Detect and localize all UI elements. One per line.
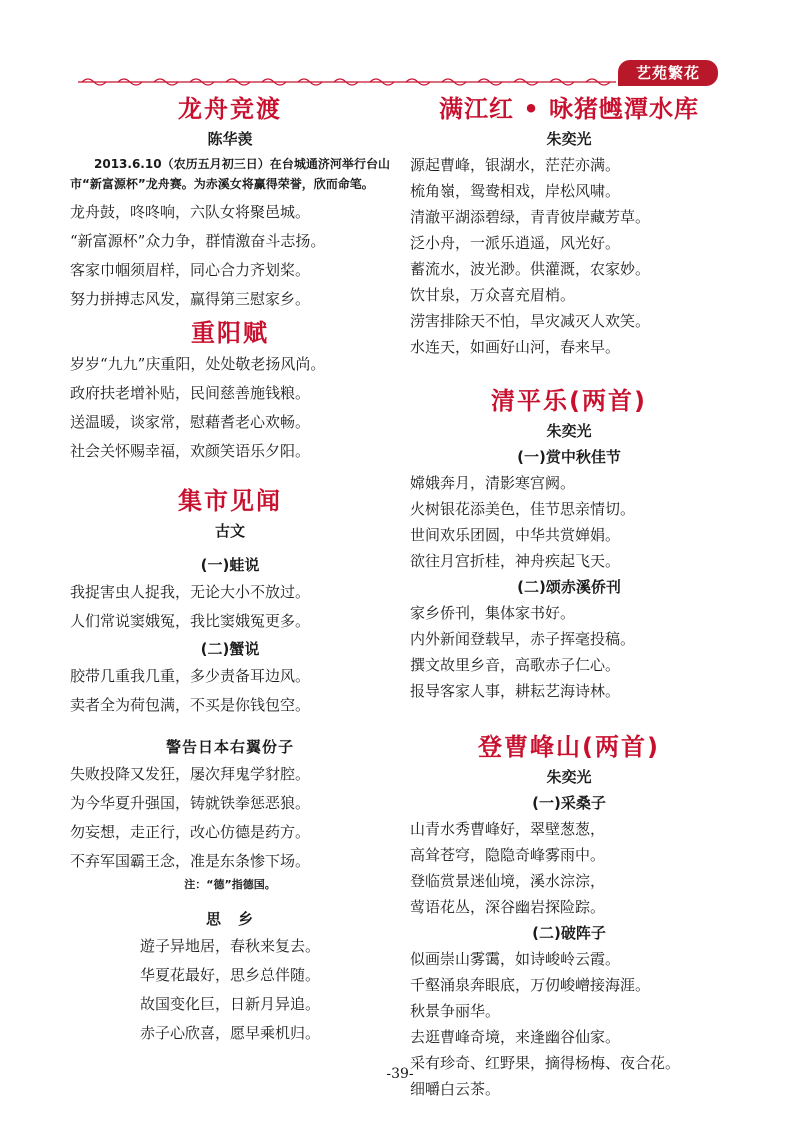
poem-lines [70,932,390,1048]
poem-line: 客家巾帼须眉样，同心合力齐划桨。 [70,261,311,279]
poem-subtitle: (一)蛙说 [200,556,260,574]
poem-line: 卖者全为荷包满，不买是你钱包空。 [70,696,311,714]
poem-line: 社会关怀赐幸福，欢颜笑语乐夕阳。 [70,442,311,460]
poem-title: 重阳赋 [191,319,269,347]
poem-line: 撰文故里乡音，高歌赤子仁心。 [410,656,621,674]
poem-manjianghong [410,92,728,360]
poem-line: 失败投降又发狂，屡次拜鬼学豺腔。 [70,765,311,783]
right-column [410,92,728,1102]
poem-line: 山青水秀曹峰好，翠壁葱葱， [410,820,606,838]
poem-line: 不弃军国霸王念，准是东条惨下场。 [70,852,311,870]
poem-line: 蓄流水，波光渺。供灌溉，农家妙。 [410,260,651,278]
poem-author: 朱奕光 [546,130,592,148]
header-ornament-line [78,77,616,87]
left-column [70,92,390,1048]
poem-line: 源起曹峰，银湖水，茫茫亦满。 [410,156,621,174]
poem-line: 人们常说窦娥冤，我比窦娥冤更多。 [70,612,311,630]
poem-line: 为今华夏升强国，铸就铁拳惩恶狼。 [70,794,311,812]
poem-line: 泛小舟，一派乐逍遥，风光好。 [410,234,621,252]
poem-lines [70,350,390,466]
poem-line: 采有珍奇、红野果，摘得杨梅、夜合花。 [410,1054,681,1072]
poem-line: 火树银花添美色，佳节思亲情切。 [410,500,636,518]
poem-lines [410,470,728,574]
poem-author: 朱奕光 [546,768,592,786]
poem-line: 我捉害虫人捉我，无论大小不放过。 [70,583,311,601]
poem-intro: 2013.6.10（农历五月初三日）在台城通济河举行台山市“新富源杯”龙舟赛。为赤溪女将赢得荣誉，欣而命笔。 [70,157,390,191]
poem-line: 报导客家人事，耕耘艺海诗林。 [410,682,621,700]
poem-lines [410,152,728,360]
poem-line: 欲往月宫折桂，神舟疾起飞天。 [410,552,621,570]
section-badge: 艺苑繁花 [618,60,718,86]
poem-caofeng [410,730,728,1102]
poem-line: “新富源杯”众力争，群情激奋斗志扬。 [70,232,326,250]
poem-line: 故国变化巨，日新月异追。 [139,995,320,1013]
poem-lines [70,760,390,876]
poem-subtitle: (二)蟹说 [200,640,260,658]
poem-title: 集市见闻 [178,487,282,515]
poem-dragon-boat [70,92,390,314]
poem-line: 千壑涌泉奔眼底，万仞峻嶒接海涯。 [410,976,651,994]
poem-line: 赤子心欣喜，愿早乘机归。 [139,1024,320,1042]
poem-line: 似画崇山雾霭，如诗峻岭云霞。 [410,950,621,968]
poem-title: 满江红 • 咏猪乸潭水库 [438,95,700,123]
poem-line: 梳角嶺，鸳鸯相戏，岸松风啸。 [410,182,621,200]
poem-line: 饮甘泉，万众喜充眉梢。 [410,286,576,304]
poem-line: 世间欢乐团圆，中华共赏婵娟。 [410,526,621,544]
poem-subtitle: (二)破阵子 [532,924,606,942]
poem-line: 清澈平湖添碧绿，青青彼岸藏芳草。 [410,208,651,226]
poem-title: 龙舟竞渡 [178,95,282,123]
poem-line: 细嚼白云茶。 [410,1080,501,1098]
poem-line: 内外新闻登载早，赤子挥毫投稿。 [410,630,636,648]
poem-lines [410,600,728,704]
poem-line: 龙舟鼓，咚咚响，六队女将聚邑城。 [70,203,311,221]
poem-subtitle: (一)赏中秋佳节 [517,448,621,466]
poem-lines [70,198,390,314]
poem-line: 登临赏景迷仙境，溪水淙淙， [410,872,606,890]
poem-title: 登曹峰山(两首) [478,733,660,761]
poem-qingpingle [410,384,728,704]
poem-lines [410,816,728,920]
poem-line: 勿妄想，走正行，改心仿德是药方。 [70,823,311,841]
poem-note: 注：“德”指德国。 [184,878,276,891]
poem-line: 岁岁“九九”庆重阳，处处敬老扬风尚。 [70,355,326,373]
poem-subtitle: (一)采桑子 [532,794,606,812]
poem-line: 秋景争丽华。 [410,1002,501,1020]
poem-line: 政府扶老增补贴，民间慈善施钱粮。 [70,384,311,402]
poem-line: 送温暖，谈家常，慰藉耆老心欢畅。 [70,413,311,431]
poem-line: 胶带几重我几重，多少责备耳边风。 [70,667,311,685]
poem-subtitle: (二)颂赤溪侨刊 [517,578,621,596]
poem-author: 朱奕光 [546,422,592,440]
poem-line: 努力拼搏志风发，赢得第三慰家乡。 [70,290,311,308]
poem-market [70,484,390,720]
poem-line: 涝害排除天不怕，旱灾减灭人欢笑。 [410,312,651,330]
poem-homesick [70,906,390,1048]
poem-line: 莺语花丛，深谷幽岩探险踪。 [410,898,606,916]
poem-lines [70,578,390,636]
poem-line: 遊子异地居，春秋来复去。 [139,937,320,955]
poem-line: 家乡侨刊，集体家书好。 [410,604,576,622]
poem-author: 古文 [214,522,245,540]
poem-author: 陈华羡 [207,130,253,148]
poem-line: 嫦娥奔月，清影寒宫阙。 [410,474,576,492]
poem-line: 去逛曹峰奇境，来逢幽谷仙家。 [410,1028,621,1046]
poem-title: 清平乐(两首) [491,387,647,415]
poem-chongyang [70,316,390,466]
poem-line: 华夏花最好，思乡总伴随。 [139,966,320,984]
poem-line: 高耸苍穹，隐隐奇峰雾雨中。 [410,846,606,864]
poem-warning [70,734,390,894]
poem-title: 警告日本右翼份子 [165,738,294,756]
poem-line: 水连天，如画好山河，春来早。 [410,338,621,356]
poem-title: 思 乡 [205,910,254,928]
poem-lines [70,662,390,720]
page-number: -39- [386,1066,414,1082]
